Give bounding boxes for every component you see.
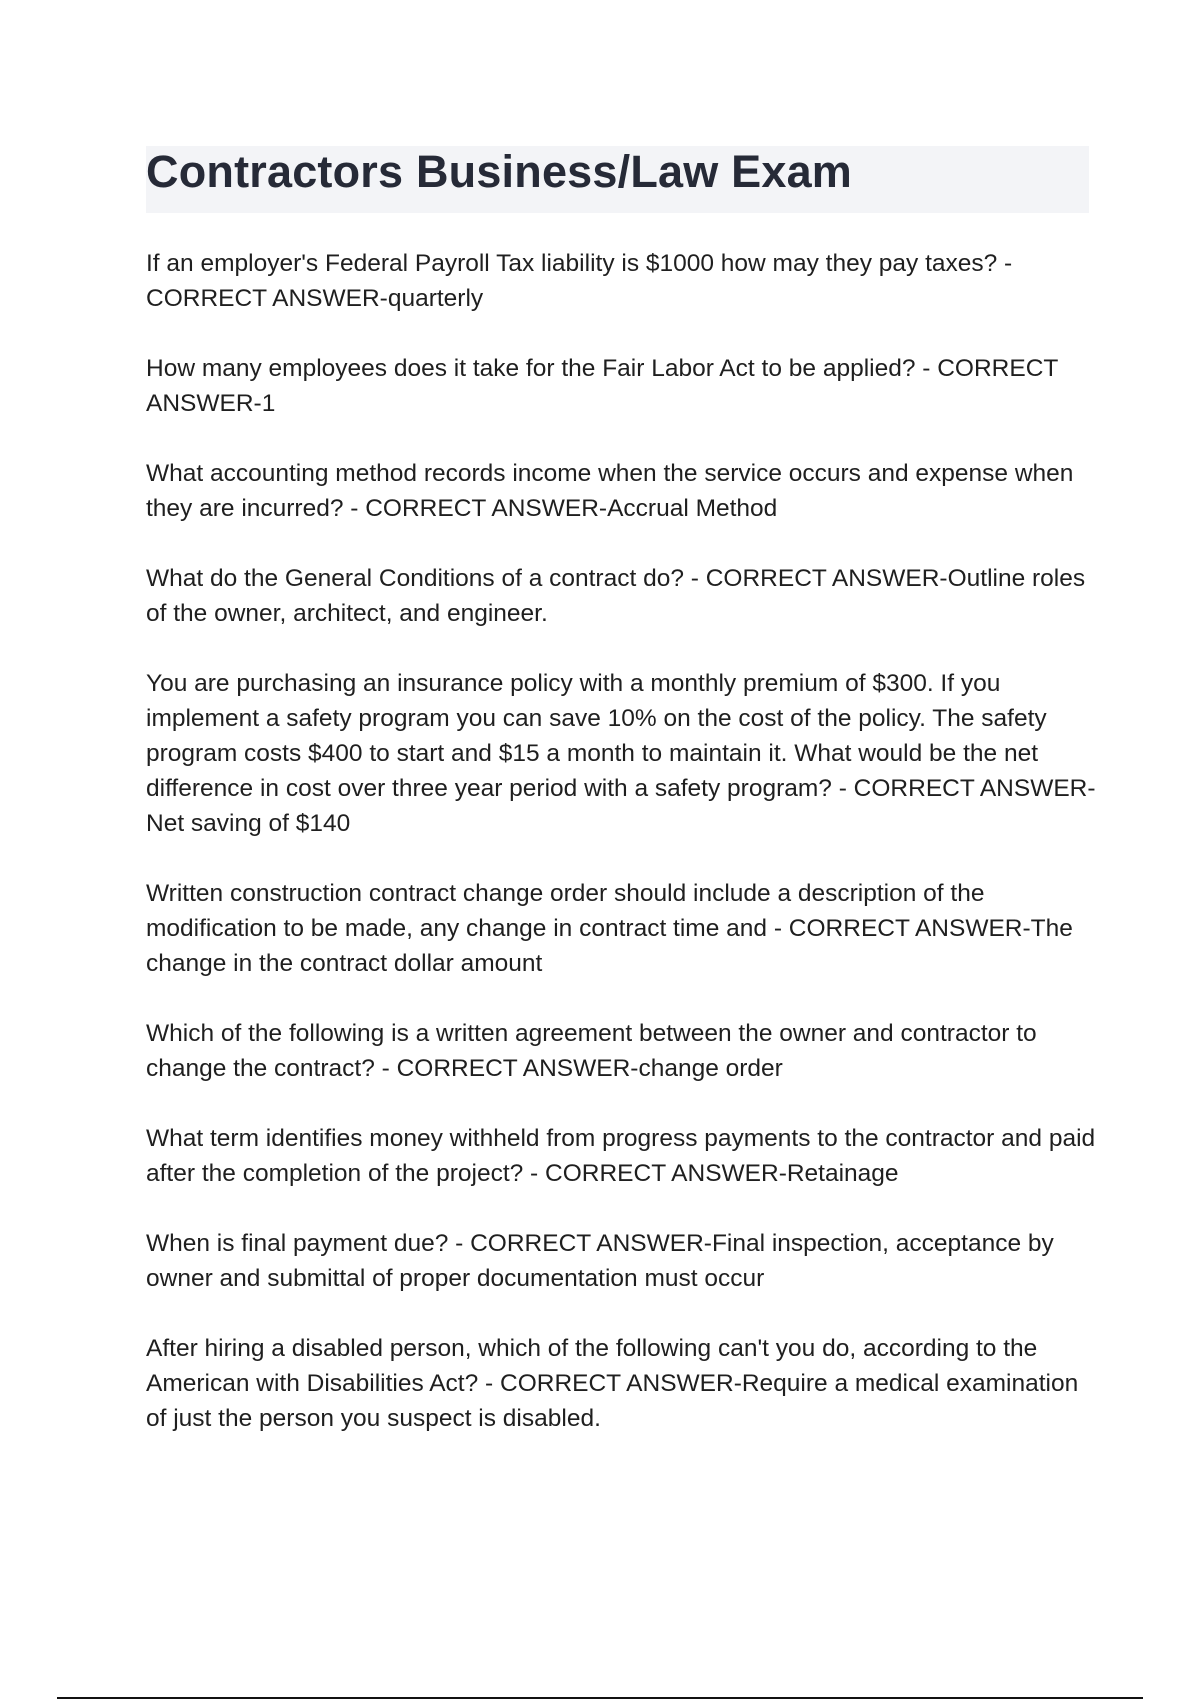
qa-item: What do the General Conditions of a contract do? - CORRECT ANSWER-Outline roles of the owner, architect, and engineer.	[146, 565, 1086, 627]
document-title: Contractors Business/Law Exam	[146, 146, 853, 197]
qa-item: How many employees does it take for the Fair Labor Act to be applied? - CORRECT ANSWER-1	[146, 355, 1058, 417]
qa-item: Written construction contract change order should include a description of the modification to be made, any change in contract time and - CORRECT ANSWER-The change in the contract dollar amount	[146, 880, 1073, 977]
qa-item: What term identifies money withheld from progress payments to the contractor and paid after the completion of the project? - CORRECT ANSWER-Retainage	[146, 1125, 1096, 1187]
qa-item: You are purchasing an insurance policy with a monthly premium of $300. If you implement a safety program you can save 10% on the cost of the policy. The safety program costs $400 to start and $15 a month to maintain it. What would be the net difference in cost over three year period with a safety program? - CORRECT ANSWER-Net saving of $140	[146, 670, 1096, 837]
qa-item: After hiring a disabled person, which of the following can't you do, according to the American with Disabilities Act? - CORRECT ANSWER-Require a medical examination of just the person you suspect is disabled.	[146, 1335, 1079, 1432]
footer-divider	[57, 1697, 1143, 1699]
qa-item: When is final payment due? - CORRECT ANSWER-Final inspection, acceptance by owner and submittal of proper documentation must occur	[146, 1230, 1054, 1292]
question-answer-list	[146, 246, 1096, 1471]
qa-item: If an employer's Federal Payroll Tax liability is $1000 how may they pay taxes? - CORRECT ANSWER-quarterly	[146, 250, 1013, 312]
qa-item: What accounting method records income when the service occurs and expense when they are incurred? - CORRECT ANSWER-Accrual Method	[146, 460, 1074, 522]
qa-item: Which of the following is a written agreement between the owner and contractor to change the contract? - CORRECT ANSWER-change order	[146, 1020, 1037, 1082]
